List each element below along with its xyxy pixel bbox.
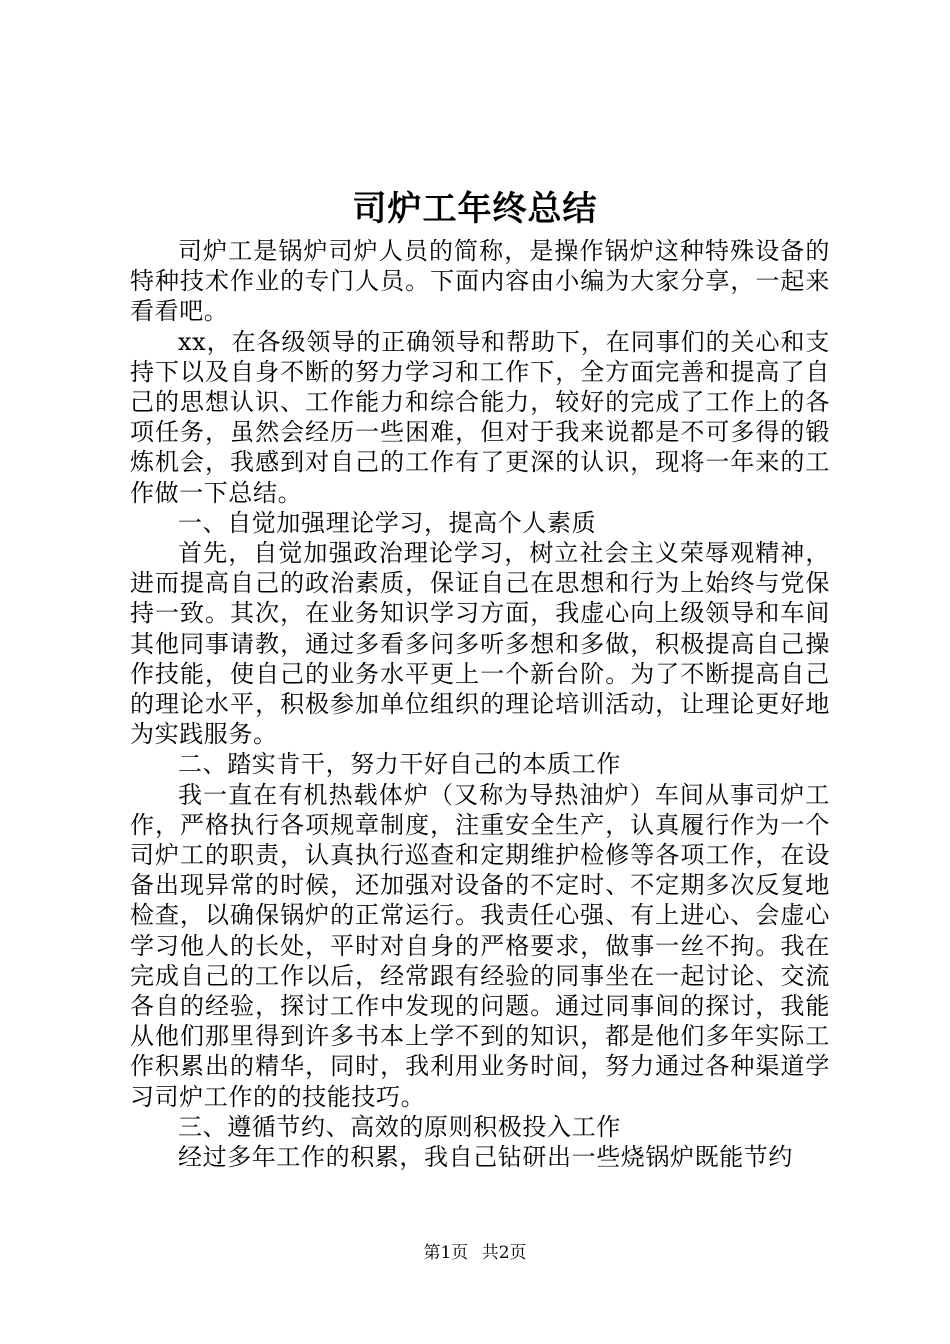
page-total: 共2页 — [481, 1243, 527, 1263]
section-3-paragraph: 经过多年工作的积累，我自己钻研出一些烧锅炉既能节约 — [178, 1143, 793, 1172]
section-1-paragraph: 首先，自觉加强政治理论学习，树立社会主义荣辱观精神，进而提高自己的政治素质，保证自己在思想和行为上始终与党保持一致。其次，在业务知识学习方面，我虚心向上级领导和车间其他同事请教，通过多看多问多听多想和多做，积极提高自己操作技能，使自己的业务水平更上一个新台阶。为了不断提高自己的理论水平，积极参加单位组织的理论培训活动，让理论更好地为实践服务。 — [130, 539, 830, 749]
overview-paragraph: xx，在各级领导的正确领导和帮助下，在同事们的关心和支持下以及自身不断的努力学习和工作下，全方面完善和提高了自己的思想认识、工作能力和综合能力，较好的完成了工作上的各项任务，虽然会经历一些困难，但对于我来说都是不可多得的锻炼机会，我感到对自己的工作有了更深的认识，现将一年来的工作做一下总结。 — [130, 327, 830, 507]
page-number: 第1页 — [423, 1243, 469, 1263]
document-body — [130, 236, 830, 1172]
section-heading-3: 三、遵循节约、高效的原则积极投入工作 — [178, 1112, 621, 1141]
intro-paragraph: 司炉工是锅炉司炉人员的简称，是操作锅炉这种特殊设备的特种技术作业的专门人员。下面内容由小编为大家分享，一起来看看吧。 — [130, 237, 830, 326]
document-title: 司炉工年终总结 — [352, 189, 598, 229]
section-heading-1: 一、自觉加强理论学习，提高个人素质 — [178, 508, 597, 537]
page-footer — [0, 1242, 950, 1264]
section-2-paragraph: 我一直在有机热载体炉（又称为导热油炉）车间从事司炉工作，严格执行各项规章制度，注重安全生产，认真履行作为一个司炉工的职责，认真执行巡查和定期维护检修等各项工作，在设备出现异常的时候，还加强对设备的不定时、不定期多次反复地检查，以确保锅炉的正常运行。我责任心强、有上进心、会虚心学习他人的长处，平时对自身的严格要求，做事一丝不拘。我在完成自己的工作以后，经常跟有经验的同事坐在一起讨论、交流各自的经验，探讨工作中发现的问题。通过同事间的探讨，我能从他们那里得到许多书本上学不到的知识，都是他们多年实际工作积累出的精华，同时，我利用业务时间，努力通过各种渠道学习司炉工作的的技能技巧。 — [130, 780, 830, 1111]
section-heading-2: 二、踏实肯干，努力干好自己的本质工作 — [178, 750, 621, 779]
